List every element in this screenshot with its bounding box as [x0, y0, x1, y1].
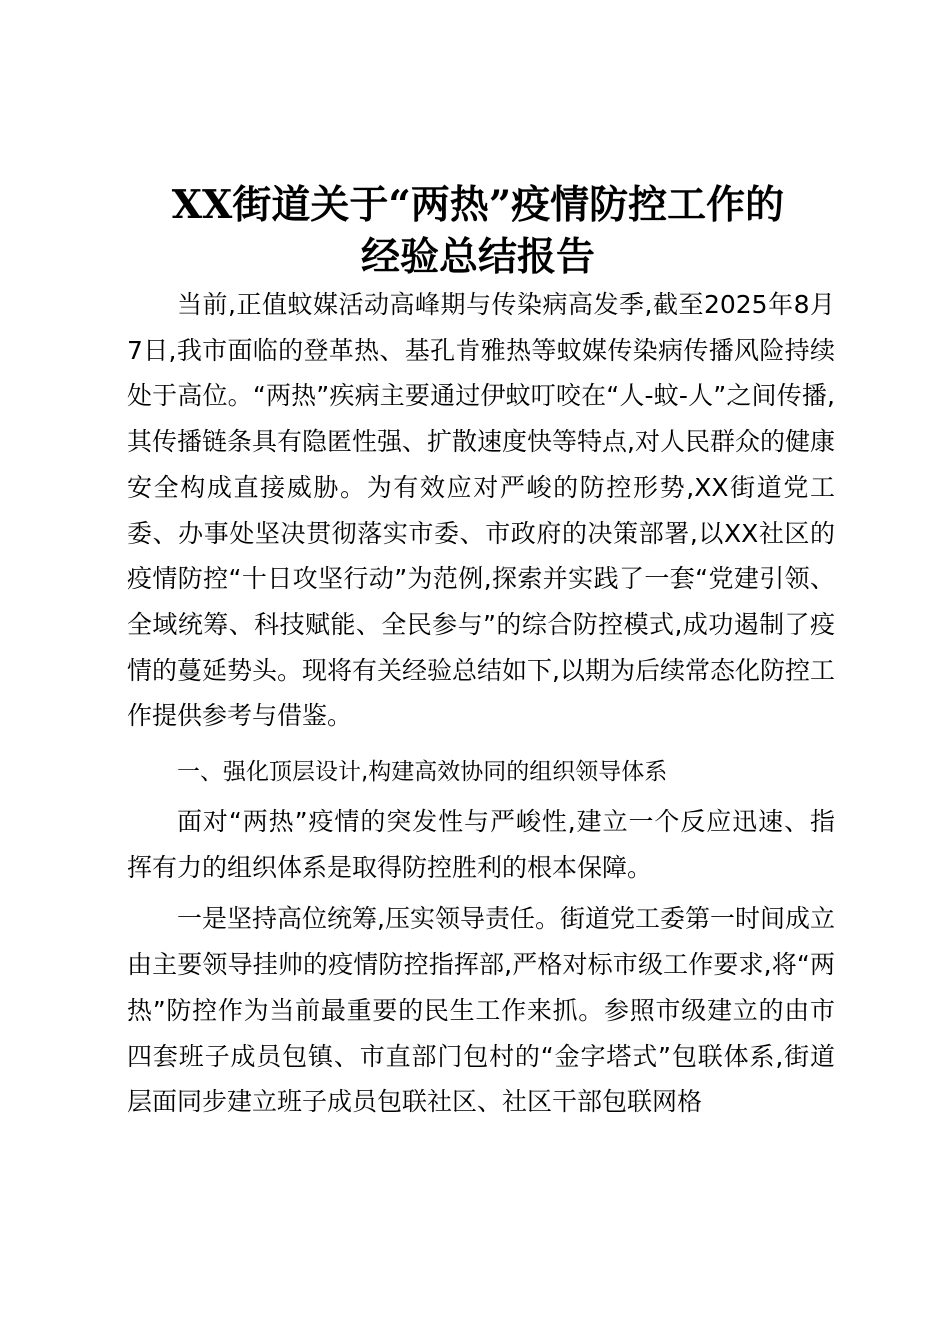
intro-paragraph: 当前,正值蚊媒活动高峰期与传染病高发季,截至2025年8月7日,我市面临的登革热、基孔肯雅热等蚊媒传染病传播风险持续处于高位。“两热”疾病主要通过伊蚊叮咬在“人-蚊-人”之间传播,其传播链条具有隐匿性强、扩散速度快等特点,对人民群众的健康安全构成直接威胁。为有效应对严峻的防控形势,XX街道党工委、办事处坚决贯彻落实市委、市政府的决策部署,以XX社区的疫情防控“十日攻坚行动”为范例,探索并实践了一套“党建引领、全域统筹、科技赋能、全民参与”的综合防控模式,成功遏制了疫情的蔓延势头。现将有关经验总结如下,以期为后续常态化防控工作提供参考与借鉴。 [127, 290, 835, 731]
document-body [127, 282, 835, 1125]
document-title-line-1: XX街道关于“两热”疫情防控工作的 [171, 182, 785, 228]
section-1-paragraph-2: 一是坚持高位统筹,压实领导责任。街道党工委第一时间成立由主要领导挂帅的疫情防控指挥部,严格对标市级工作要求,将“两热”防控作为当前最重要的民生工作来抓。参照市级建立的由市四套班子成员包镇、市直部门包村的“金字塔式”包联体系,街道层面同步建立班子成员包联社区、社区干部包联网格 [127, 904, 835, 1117]
document-title-line-2: 经验总结报告 [360, 234, 595, 280]
section-1-paragraph-1: 面对“两热”疫情的突发性与严峻性,建立一个反应迅速、指挥有力的组织体系是取得防控胜利的根本保障。 [127, 807, 835, 882]
section-heading-1: 一、强化顶层设计,构建高效协同的组织领导体系 [177, 759, 668, 786]
